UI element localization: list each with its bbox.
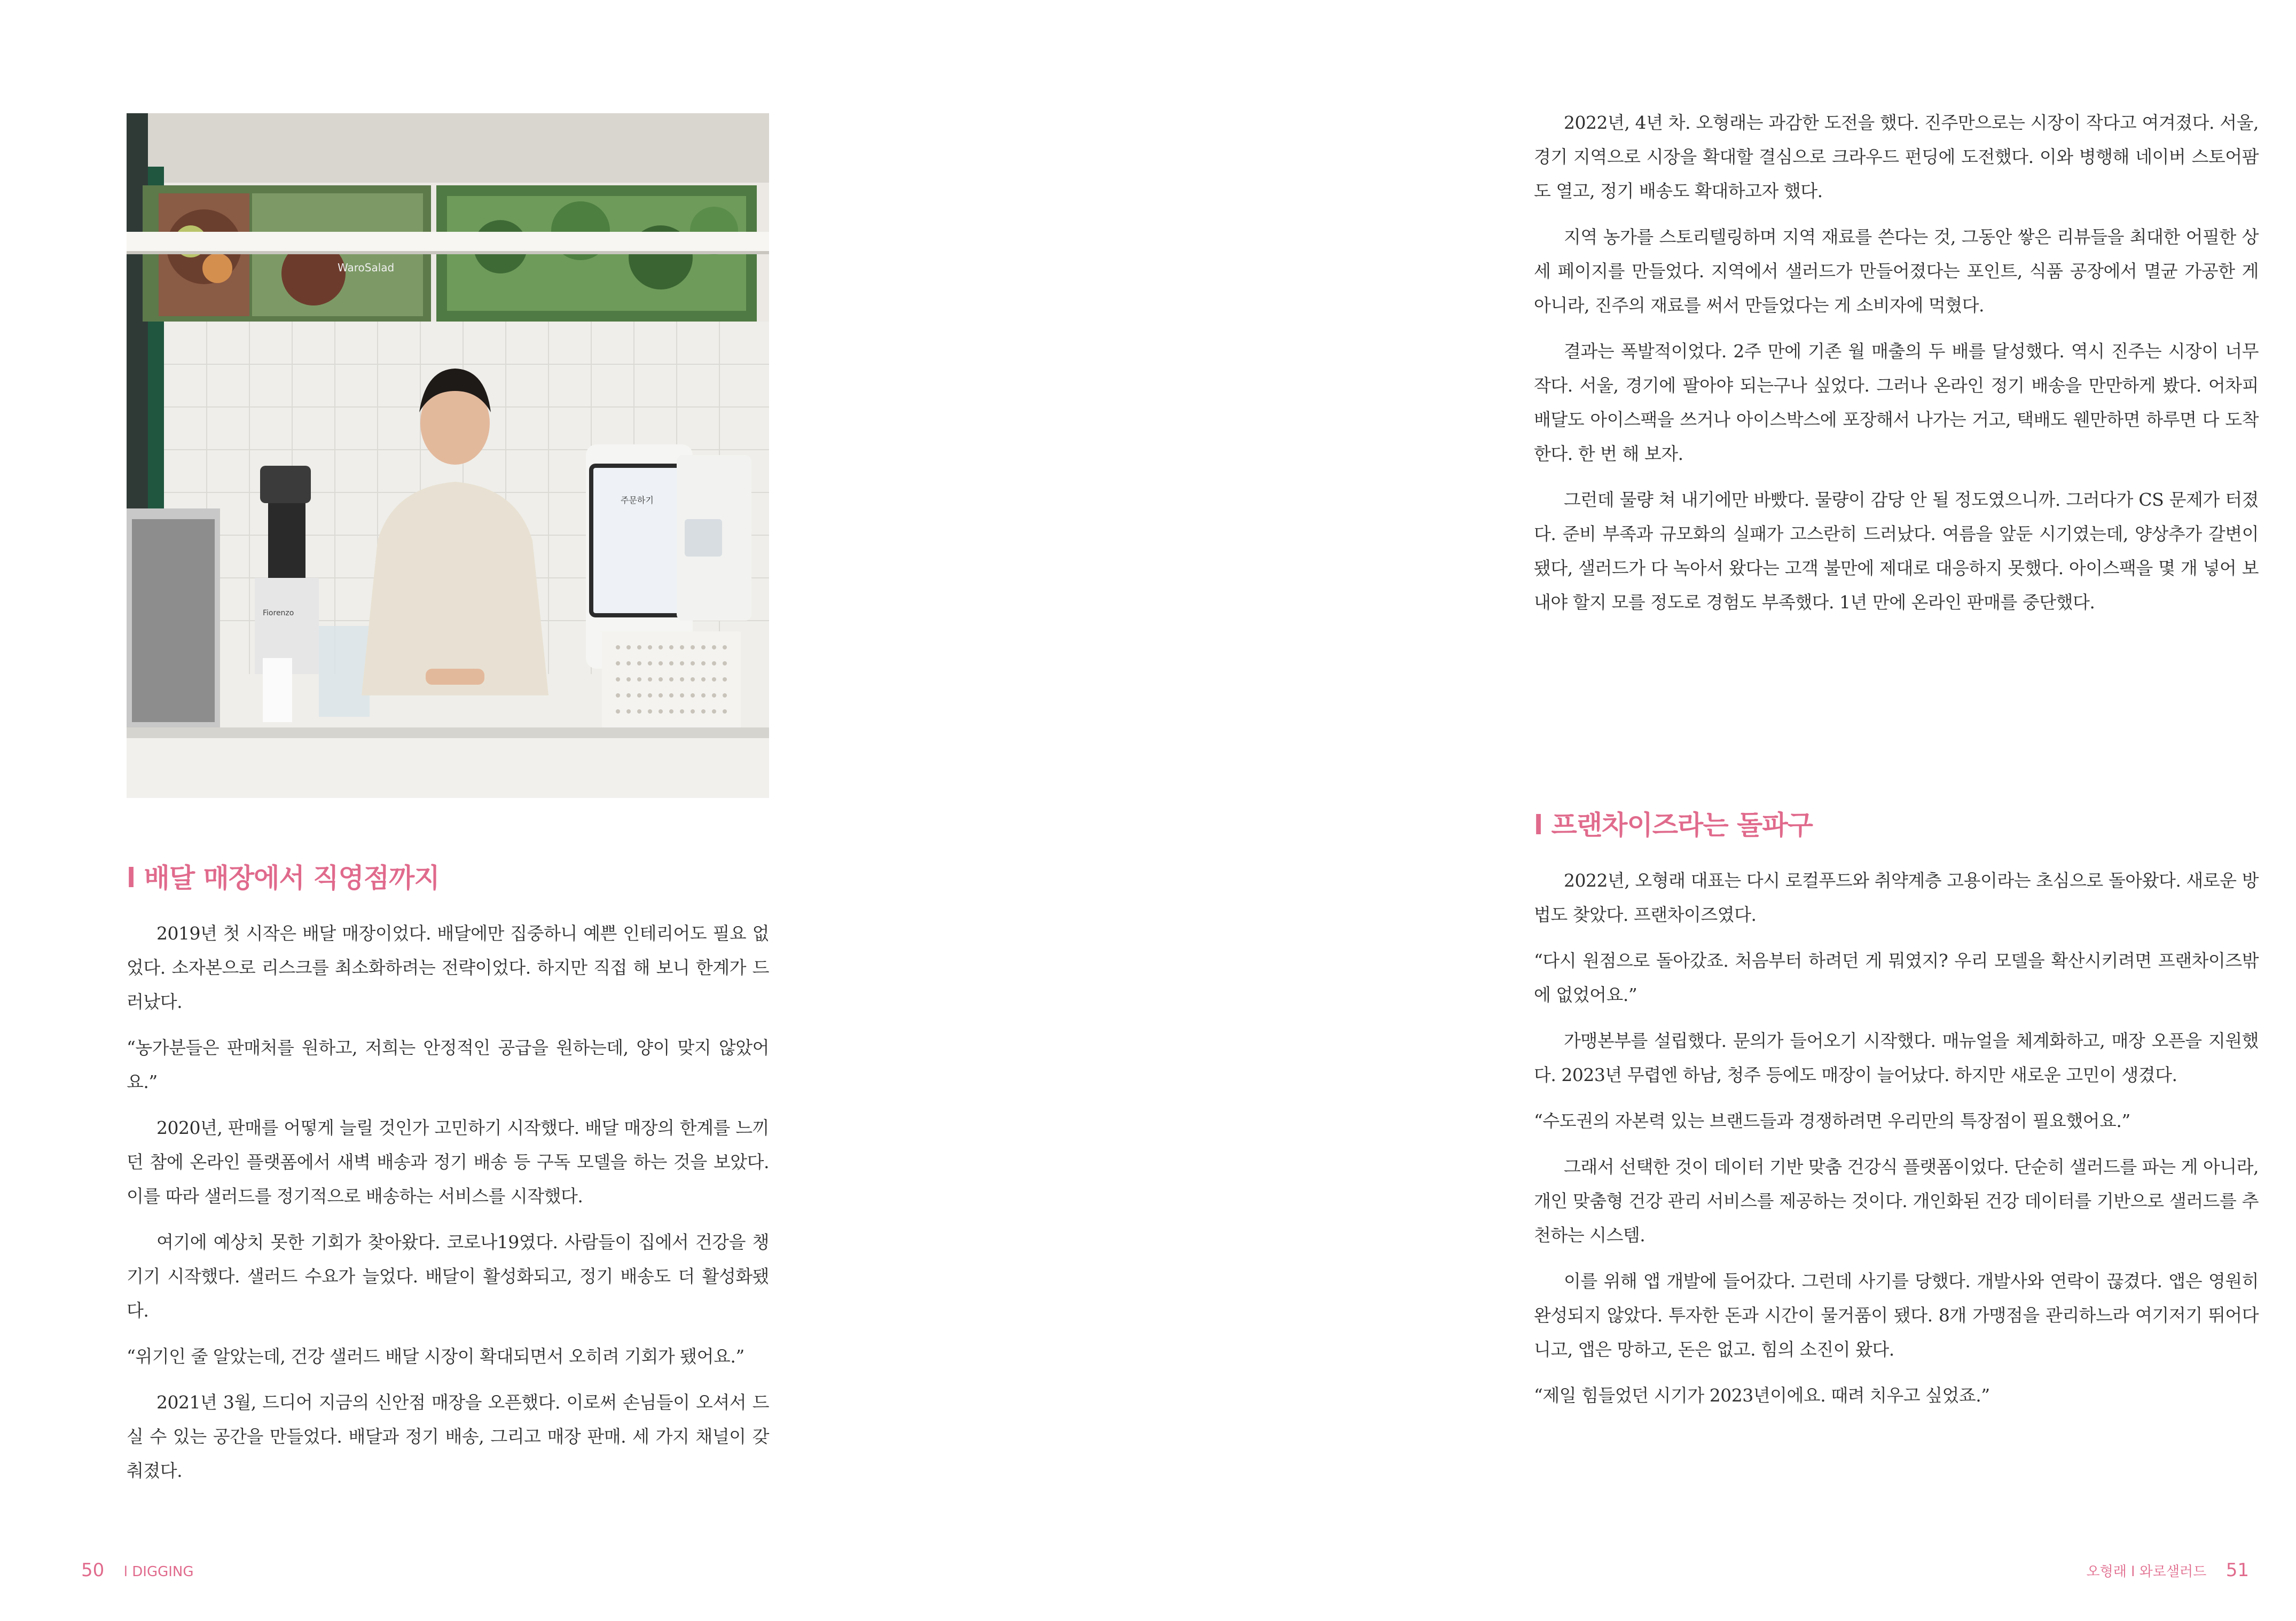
page-number-left: 50 bbox=[81, 1560, 105, 1581]
sign-text: WaroSalad bbox=[338, 261, 395, 274]
body-paragraph: 결과는 폭발적이었다. 2주 만에 기존 월 매출의 두 배를 달성했다. 역시 진주는 시장이 너무 작다. 서울, 경기에 팔아야 되는구나 싶었다. 그러나 온라인 정기 배송을 만만하게 봤다. 어차피 배달도 아이스팩을 쓰거나 아이스박스에 포장해서 나가는 거고, 택배도 웬만하면 하루면 다 도착한다. 한 번 해 보자. bbox=[1534, 341, 2259, 464]
footer-right bbox=[2087, 1560, 2249, 1581]
body-paragraph: 2022년, 4년 차. 오형래는 과감한 도전을 했다. 진주만으로는 시장이 작다고 여겨졌다. 서울, 경기 지역으로 시장을 확대할 결심으로 크라우드 펀딩에 도전했다. 이와 병행해 네이버 스토어팜도 열고, 정기 배송도 확대하고자 했다. bbox=[1534, 112, 2259, 201]
footer-author-label: 오형래 l 와로샐러드 bbox=[2086, 1564, 2207, 1580]
kiosk-menu-text: 주문하기 bbox=[621, 495, 654, 505]
body-paragraph: 그런데 물량 쳐 내기에만 바빴다. 물량이 감당 안 될 정도였으니까. 그러다가 CS 문제가 터졌다. 준비 부족과 규모화의 실패가 고스란히 드러났다. 여름을 앞둔 시기였는데, 양상추가 갈변이 됐다, 샐러드가 다 녹아서 왔다는 고객 불만에 제대로 대응하지 못했다. 아이스팩을 몇 개 넣어 보내야 할지 모를 정도로 경험도 부족했다. 1년 만에 온라인 판매를 중단했다. bbox=[1534, 489, 2259, 613]
body-paragraph: 여기에 예상치 못한 기회가 찾아왔다. 코로나19였다. 사람들이 집에서 건강을 챙기기 시작했다. 샐러드 수요가 늘었다. 배달이 활성화되고, 정기 배송도 더 활성화됐다. bbox=[127, 1232, 769, 1321]
quote-paragraph: “수도권의 자본력 있는 브랜드들과 경쟁하려면 우리만의 특장점이 필요했어요.” bbox=[1534, 1110, 2130, 1131]
section-heading-franchise: l 프랜차이즈라는 돌파구 bbox=[1534, 810, 1813, 841]
body-paragraph: 그래서 선택한 것이 데이터 기반 맞춤 건강식 플랫폼이었다. 단순히 샐러드를 파는 게 아니라, 개인 맞춤형 건강 관리 서비스를 제공하는 것이다. 개인화된 건강 데이터를 기반으로 샐러드를 추천하는 시스템. bbox=[1534, 1156, 2259, 1246]
quote-paragraph: “제일 힘들었던 시기가 2023년이에요. 때려 치우고 싶었죠.” bbox=[1534, 1385, 1990, 1406]
photo-illustration bbox=[127, 113, 769, 798]
quote-paragraph: “다시 원점으로 돌아갔죠. 처음부터 하려던 게 뭐였지? 우리 모델을 확산시키려면 프랜차이즈밖에 없었어요.” bbox=[1534, 950, 2259, 1005]
portrait-photo bbox=[127, 113, 769, 798]
quote-paragraph: “농가분들은 판매처를 원하고, 저희는 안정적인 공급을 원하는데, 양이 맞지 않았어요.” bbox=[127, 1037, 769, 1092]
body-paragraph: 2022년, 오형래 대표는 다시 로컬푸드와 취약계층 고용이라는 초심으로 돌아왔다. 새로운 방법도 찾았다. 프랜차이즈였다. bbox=[1534, 870, 2259, 925]
body-paragraph: 2021년 3월, 드디어 지금의 신안점 매장을 오픈했다. 이로써 손님들이 오셔서 드실 수 있는 공간을 만들었다. 배달과 정기 배송, 그리고 매장 판매. 세 가지 채널이 갖춰졌다. bbox=[127, 1392, 769, 1481]
body-paragraph: 가맹본부를 설립했다. 문의가 들어오기 시작했다. 매뉴얼을 체계화하고, 매장 오픈을 지원했다. 2023년 무렵엔 하남, 청주 등에도 매장이 늘어났다. 하지만 새로운 고민이 생겼다. bbox=[1534, 1030, 2259, 1085]
left-body-text bbox=[127, 917, 769, 1500]
footer-left bbox=[81, 1560, 194, 1581]
body-paragraph: 2019년 첫 시작은 배달 매장이었다. 배달에만 집중하니 예쁜 인테리어도 필요 없었다. 소자본으로 리스크를 최소화하려는 전략이었다. 하지만 직접 해 보니 한계가 드러났다. bbox=[127, 923, 769, 1012]
right-page bbox=[1148, 0, 2296, 1621]
right-top-body-text bbox=[1534, 106, 2259, 631]
quote-paragraph: “위기인 줄 알았는데, 건강 샐러드 배달 시장이 확대되면서 오히려 기회가 됐어요.” bbox=[127, 1346, 745, 1367]
body-paragraph: 지역 농가를 스토리텔링하며 지역 재료를 쓴다는 것, 그동안 쌓은 리뷰들을 최대한 어필한 상세 페이지를 만들었다. 지역에서 샐러드가 만들어졌다는 포인트, 식품 공장에서 멸균 가공한 게 아니라, 진주의 재료를 써서 만들었다는 게 소비자에 먹혔다. bbox=[1534, 226, 2259, 316]
body-paragraph: 2020년, 판매를 어떻게 늘릴 것인가 고민하기 시작했다. 배달 매장의 한계를 느끼던 참에 온라인 플랫폼에서 새벽 배송과 정기 배송 등 구독 모델을 하는 것을 보았다. 이를 따라 샐러드를 정기적으로 배송하는 서비스를 시작했다. bbox=[127, 1117, 769, 1207]
right-bottom-body-text bbox=[1534, 864, 2259, 1424]
grinder-label: Fiorenzo bbox=[263, 609, 294, 617]
footer-section-label: l DIGGING bbox=[123, 1564, 194, 1580]
page-number-right: 51 bbox=[2226, 1560, 2249, 1581]
body-paragraph: 이를 위해 앱 개발에 들어갔다. 그런데 사기를 당했다. 개발사와 연락이 끊겼다. 앱은 영원히 완성되지 않았다. 투자한 돈과 시간이 물거품이 됐다. 8개 가맹점을 관리하느라 여기저기 뛰어다니고, 앱은 망하고, 돈은 없고. 힘의 소진이 왔다. bbox=[1534, 1271, 2259, 1360]
section-heading-delivery: l 배달 매장에서 직영점까지 bbox=[127, 863, 440, 894]
